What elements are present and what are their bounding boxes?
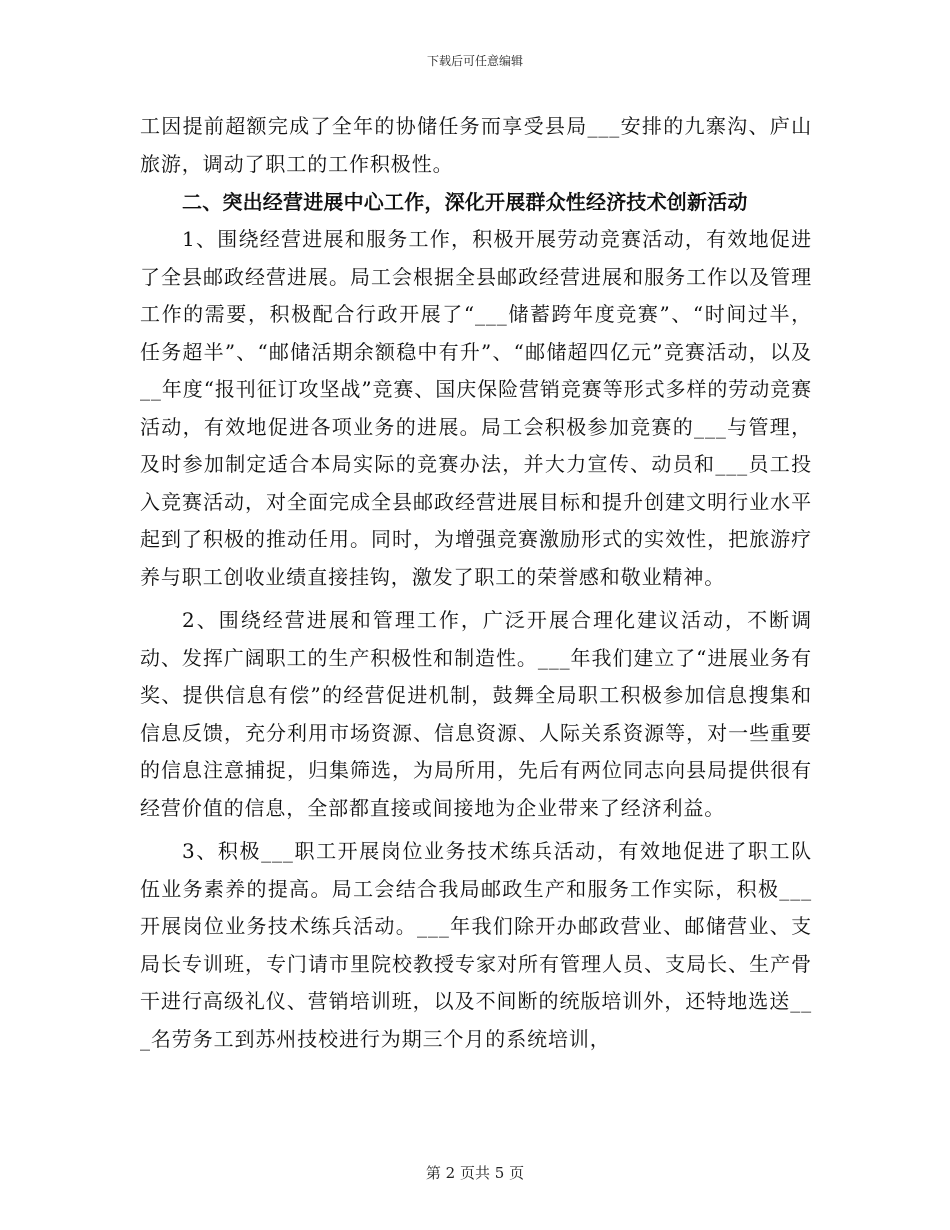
section-heading: 二、突出经营进展中心工作，深化开展群众性经济技术创新活动 xyxy=(182,190,748,214)
page-header: 下载后可任意编辑 xyxy=(426,54,523,68)
paragraph-3: 3、积极___职工开展岗位业务技术练兵活动，有效地促进了职工队伍业务素养的提高。局工会结合我局邮政生产和服务工作实际，积极___开展岗位业务技术练兵活动。___年我们除开办邮政营业、邮储营业、支局长专训班，专门请市里院校教授专家对所有管理人员、支局长、生产骨干进行高级礼仪、营销培训班，以及不间断的统版培训外，还特地选送___名劳务工到苏州技校进行为期三个月的系统培训， xyxy=(140,839,812,1051)
page-number: 第 2 页共 5 页 xyxy=(425,1164,525,1182)
paragraph-1: 1、围绕经营进展和服务工作，积极开展劳动竞赛活动，有效地促进了全县邮政经营进展。局工会根据全县邮政经营进展和服务工作以及管理工作的需要，积极配合行政开展了“___储蓄跨年度竞赛”、“时间过半，任务超半”、“邮储活期余额稳中有升”、“邮储超四亿元”竞赛活动，以及__年度“报刊征订攻坚战”竞赛、国庆保险营销竞赛等形式多样的劳动竞赛活动，有效地促进各项业务的进展。局工会积极参加竞赛的___与管理，及时参加制定适合本局实际的竞赛办法，并大力宣传、动员和___员工投入竞赛活动，对全面完成全县邮政经营进展目标和提升创建文明行业水平起到了积极的推动任用。同时，为增强竞赛激励形式的实效性，把旅游疗养与职工创收业绩直接挂钩，激发了职工的荣誉感和敬业精神。 xyxy=(140,227,812,589)
intro-paragraph: 工因提前超额完成了全年的协储任务而享受县局___安排的九寨沟、庐山旅游，调动了职工的工作积极性。 xyxy=(140,114,812,176)
document-body xyxy=(140,108,812,1058)
paragraph-2: 2、围绕经营进展和管理工作，广泛开展合理化建议活动，不断调动、发挥广阔职工的生产积极性和制造性。___年我们建立了“进展业务有奖、提供信息有偿”的经营促进机制，鼓舞全局职工积极参加信息搜集和信息反馈，充分利用市场资源、信息资源、人际关系资源等，对一些重要的信息注意捕捉，归集筛选，为局所用，先后有两位同志向县局提供很有经营价值的信息，全部都直接或间接地为企业带来了经济利益。 xyxy=(140,608,812,820)
